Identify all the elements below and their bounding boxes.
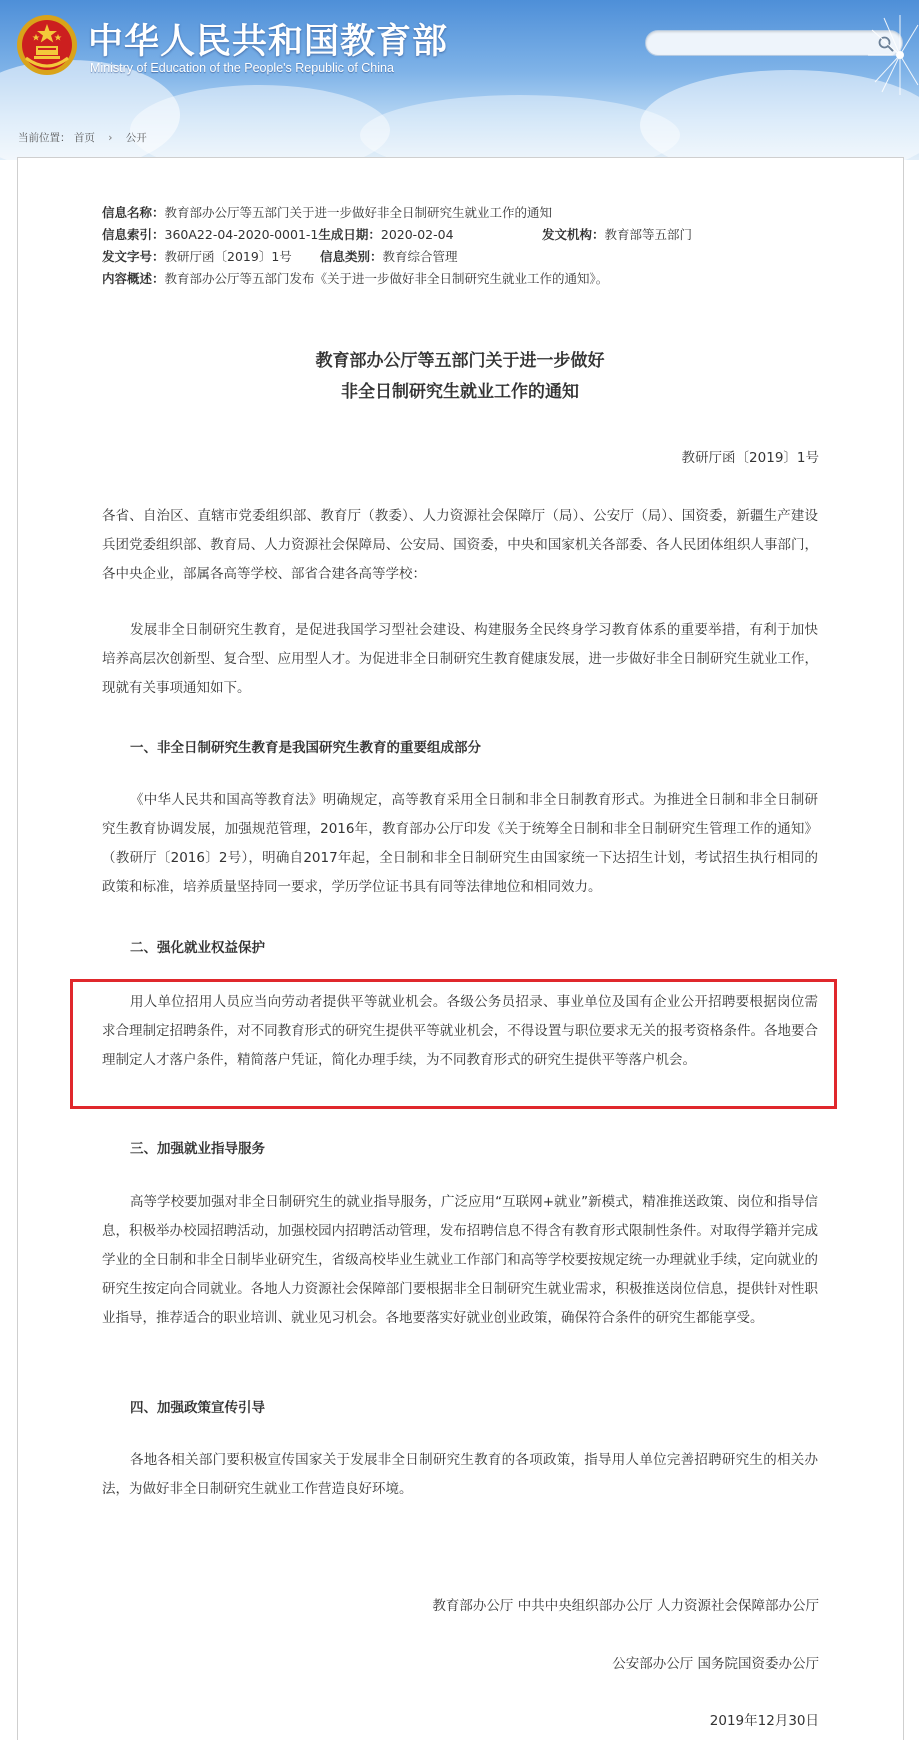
breadcrumb-open-link[interactable]: 公开 [125,132,147,144]
signoff-date: 2019年12月30日 [709,1713,819,1729]
meta-docno-label: 发文字号： [102,249,165,264]
meta-row-name [102,202,822,224]
section-3-paragraph: 高等学校要加强对非全日制研究生的就业指导服务，广泛应用“互联网+就业”新模式，精准推送政策、岗位和指导信息，积极举办校园招聘活动，加强校园内招聘活动管理，发布招聘信息不得含有教育形式限制性条件。对取得学籍并完成学业的全日制和非全日制毕业研究生，省级高校毕业生就业工作部门和高等学校要按规定统一办理就业手续，定向就业的研究生按定向合同就业。各地人力资源社会保障部门要根据非全日制研究生就业需求，积极推送岗位信息，提供针对性职业指导，推荐适合的职业培训、就业见习机会。各地要落实好就业创业政策，确保符合条件的研究生都能享受。 [102,1194,818,1326]
meta-date-value: 2020-02-04 [380,227,454,242]
section-2-heading: 二、强化就业权益保护 [130,940,265,956]
site-header [0,0,919,160]
info-metadata [102,202,822,290]
signoff-line-2: 公安部办公厅 国务院国资委办公厅 [612,1656,819,1672]
meta-date-label: 生成日期： [318,227,381,242]
meta-row-summary [102,268,822,290]
meta-summary-value: 教育部办公厅等五部门发布《关于进一步做好非全日制研究生就业工作的通知》。 [164,271,609,286]
meta-summary-label: 内容概述： [102,271,165,286]
breadcrumb-separator-icon: › [108,132,113,144]
addressee-paragraph: 各省、自治区、直辖市党委组织部、教育厅（教委）、人力资源社会保障厅（局）、公安厅（局）、国资委，新疆生产建设兵团党委组织部、教育局、人力资源社会保障局、公安局、国资委，中央和国家机关各部委、各人民团体组织人事部门，各中央企业，部属各高等学校、部省合建各高等学校： [102,508,818,582]
meta-org [542,224,692,246]
national-emblem-icon [16,14,78,76]
breadcrumb [18,130,147,145]
breadcrumb-home-link[interactable]: 首页 [73,132,95,144]
cloud-decoration [360,95,680,160]
signoff-line-1: 教育部办公厅 中共中央组织部办公厅 人力资源社会保障部办公厅 [432,1598,819,1614]
meta-org-value: 教育部等五部门 [604,227,693,242]
site-subtitle: Ministry of Education of the People's Republic of China [90,61,394,75]
meta-index-value: 360A22-04-2020-0001-1 [164,227,319,242]
section-2-paragraph: 用人单位招用人员应当向劳动者提供平等就业机会。各级公务员招录、事业单位及国有企业公开招聘要根据岗位需求合理制定招聘条件，对不同教育形式的研究生提供平等就业机会，不得设置与职位要求无关的报考资格条件。各地要合理制定人才落户条件，精简落户凭证，简化办理手续，为不同教育形式的研究生提供平等落户机会。 [102,994,818,1068]
meta-org-label: 发文机构： [542,227,605,242]
document-title [102,346,818,408]
section-3-heading: 三、加强就业指导服务 [130,1141,265,1157]
document-title-line-2: 非全日制研究生就业工作的通知 [341,382,579,402]
section-1-heading: 一、非全日制研究生教育是我国研究生教育的重要组成部分 [130,740,481,756]
section-4-heading: 四、加强政策宣传引导 [130,1400,265,1416]
document-title-line-1: 教育部办公厅等五部门关于进一步做好 [315,351,605,371]
meta-row-docno [102,246,822,268]
meta-category-value: 教育综合管理 [382,249,458,264]
intro-paragraph: 发展非全日制研究生教育，是促进我国学习型社会建设、构建服务全民终身学习教育体系的重要举措，有利于加快培养高层次创新型、复合型、应用型人才。为促进非全日制研究生教育健康发展，进一步做好非全日制研究生就业工作，现就有关事项通知如下。 [102,622,818,696]
search-input[interactable] [658,34,868,52]
section-1-paragraph: 《中华人民共和国高等教育法》明确规定，高等教育采用全日制和非全日制教育形式。为推进全日制和非全日制研究生教育协调发展，加强规范管理，2016年，教育部办公厅印发《关于统筹全日制和非全日制研究生管理工作的通知》（教研厅〔2016〕2号），明确自2017年起，全日制和非全日制研究生由国家统一下达招生计划，考试招生执行相同的政策和标准，培养质量坚持同一要求，学历学位证书具有同等法律地位和相同效力。 [102,792,818,895]
meta-row-index [102,224,822,246]
site-title[interactable]: 中华人民共和国教育部 [88,22,449,62]
meta-name-label: 信息名称： [102,205,165,220]
meta-docno-value: 教研厅函〔2019〕1号 [164,249,292,264]
meta-name-value: 教育部办公厅等五部门关于进一步做好非全日制研究生就业工作的通知 [164,205,553,220]
meta-index-label: 信息索引： [102,227,165,242]
meta-category-label: 信息类别： [320,249,383,264]
meta-category [320,246,458,268]
section-4-paragraph: 各地各相关部门要积极宣传国家关于发展非全日制研究生教育的各项政策，指导用人单位完善招聘研究生的相关办法，为做好非全日制研究生就业工作营造良好环境。 [102,1452,818,1497]
breadcrumb-label: 当前位置： [18,132,71,144]
dandelion-decoration [860,0,919,120]
document-number: 教研厅函〔2019〕1号 [681,450,819,466]
